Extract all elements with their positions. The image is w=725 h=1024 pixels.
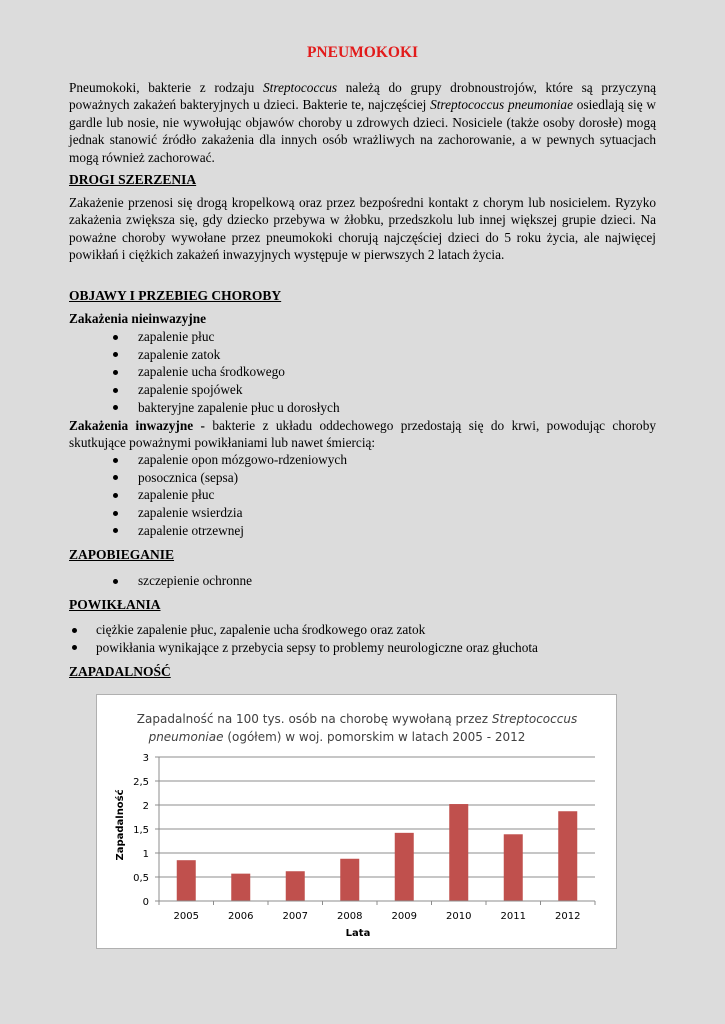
list-item: zapalenie otrzewnej bbox=[138, 522, 347, 540]
bar-2011 bbox=[504, 834, 523, 901]
list-item: powikłania wynikające z przebycia sepsy to problemy neurologiczne oraz głuchota bbox=[96, 639, 538, 655]
intro-paragraph bbox=[69, 79, 656, 166]
bar-2006 bbox=[231, 874, 250, 901]
list-item: zapalenie płuc bbox=[138, 328, 340, 346]
heading-powiklania: POWIKŁANIA bbox=[69, 597, 161, 612]
bar-2010 bbox=[449, 804, 468, 901]
x-tick-label: 2010 bbox=[446, 911, 472, 922]
list-item: zapalenie zatok bbox=[138, 346, 340, 364]
list-item: bakteryjne zapalenie płuc u dorosłych bbox=[138, 399, 340, 415]
y-tick-label: 2 bbox=[142, 801, 149, 812]
nieinwazyjne-list bbox=[138, 328, 340, 417]
list-item: zapalenie spojówek bbox=[138, 381, 340, 399]
x-tick-label: 2006 bbox=[228, 911, 254, 922]
chart-axes bbox=[133, 753, 595, 922]
intro-text-2: należą do grupy drobnoustrojów, które są przyczyną poważnych zakażeń bakteryjnych u dzieci. Bakterie te, najczęściej bbox=[69, 80, 657, 113]
heading-objawy: OBJAWY I PRZEBIEG CHOROBY bbox=[69, 288, 282, 303]
chart-title-line-1: Zapadalność na 100 tys. osób na chorobę wywołaną przez Streptococcus bbox=[136, 712, 578, 726]
chart-xlabel: Lata bbox=[345, 928, 371, 939]
intro-text-1: Pneumokoki, bakterie z rodzaju bbox=[69, 80, 263, 95]
intro-italic-species: Streptococcus pneumoniae bbox=[430, 97, 573, 113]
x-tick-label: 2008 bbox=[337, 911, 363, 922]
inwazyjne-list bbox=[138, 451, 347, 540]
list-item: ciężkie zapalenie płuc, zapalenie ucha środkowego oraz zatok bbox=[96, 621, 538, 639]
y-tick-label: 0,5 bbox=[133, 873, 149, 884]
powiklania-list bbox=[96, 621, 538, 656]
bar-2005 bbox=[177, 860, 196, 901]
x-tick-label: 2009 bbox=[391, 911, 417, 922]
heading-zapobieganie: ZAPOBIEGANIE bbox=[69, 547, 175, 562]
y-tick-label: 1,5 bbox=[133, 825, 149, 836]
chart-svg bbox=[97, 695, 618, 950]
bar-2008 bbox=[340, 859, 359, 901]
x-tick-label: 2012 bbox=[555, 911, 581, 922]
incidence-chart bbox=[96, 694, 617, 949]
drogi-paragraph: Zakażenie przenosi się drogą kropelkową oraz przez bezpośredni kontakt z chorym lub nosicielem. Ryzyko zakażenia zwiększa się, gdy dziecko przebywa w żłobku, przedszkolu lub innej większej grupie dzieci. Na poważne choroby wywołane przez pneumokoki chorują najczęściej dzieci do 5 roku życia, ale najwięcej powikłań i ciężkich zakażeń inwazyjnych występuje w pierwszych 2 latach życia. bbox=[69, 195, 656, 263]
list-item: zapalenie ucha środkowego bbox=[138, 363, 340, 381]
heading-zapadalnosc: ZAPADALNOŚĆ bbox=[69, 664, 171, 679]
intro-text-3: osiedlają się w gardle lub nosie, nie wywołując objawów choroby u zdrowych dzieci. Nosiciele (także osoby dorosłe) mogą jednak stanowić źródło zakażenia dla innych osób wrażliwych na zachorowanie, a w pewnych sytuacjach mogą również zachorować. bbox=[69, 97, 656, 165]
x-tick-label: 2011 bbox=[500, 911, 526, 922]
nieinwazyjne-label: Zakażenia nieinwazyjne bbox=[69, 311, 207, 326]
chart-title-line-2: pneumoniae (ogółem) w woj. pomorskim w latach 2005 - 2012 bbox=[148, 730, 526, 744]
chart-ylabel: Zapadalność bbox=[115, 789, 126, 861]
y-tick-label: 1 bbox=[142, 849, 149, 860]
zapobieganie-list bbox=[138, 572, 252, 590]
page-title: PNEUMOKOKI bbox=[306, 44, 419, 61]
y-tick-label: 3 bbox=[142, 753, 149, 764]
list-item: szczepienie ochronne bbox=[138, 573, 253, 588]
x-tick-label: 2005 bbox=[173, 911, 199, 922]
inwazyjne-paragraph bbox=[69, 417, 656, 452]
bar-2009 bbox=[395, 833, 414, 901]
inwazyjne-text: bakterie z układu oddechowego przedostają się do krwi, powodując choroby skutkujące poważnymi powikłaniami lub nawet śmiercią: bbox=[69, 418, 656, 451]
list-item: zapalenie płuc bbox=[138, 486, 347, 504]
heading-drogi: DROGI SZERZENIA bbox=[69, 172, 197, 187]
list-item: zapalenie wsierdzia bbox=[138, 504, 347, 522]
inwazyjne-label: Zakażenia inwazyjne - bbox=[69, 418, 205, 433]
bar-2012 bbox=[558, 811, 577, 901]
chart-gridlines bbox=[159, 757, 595, 877]
y-tick-label: 2,5 bbox=[133, 777, 149, 788]
list-item: zapalenie opon mózgowo-rdzeniowych bbox=[138, 452, 347, 467]
list-item: posocznica (sepsa) bbox=[138, 469, 347, 487]
y-tick-label: 0 bbox=[142, 897, 149, 908]
intro-italic-genus: Streptococcus bbox=[262, 80, 338, 95]
bar-2007 bbox=[286, 871, 305, 901]
x-tick-label: 2007 bbox=[282, 911, 308, 922]
